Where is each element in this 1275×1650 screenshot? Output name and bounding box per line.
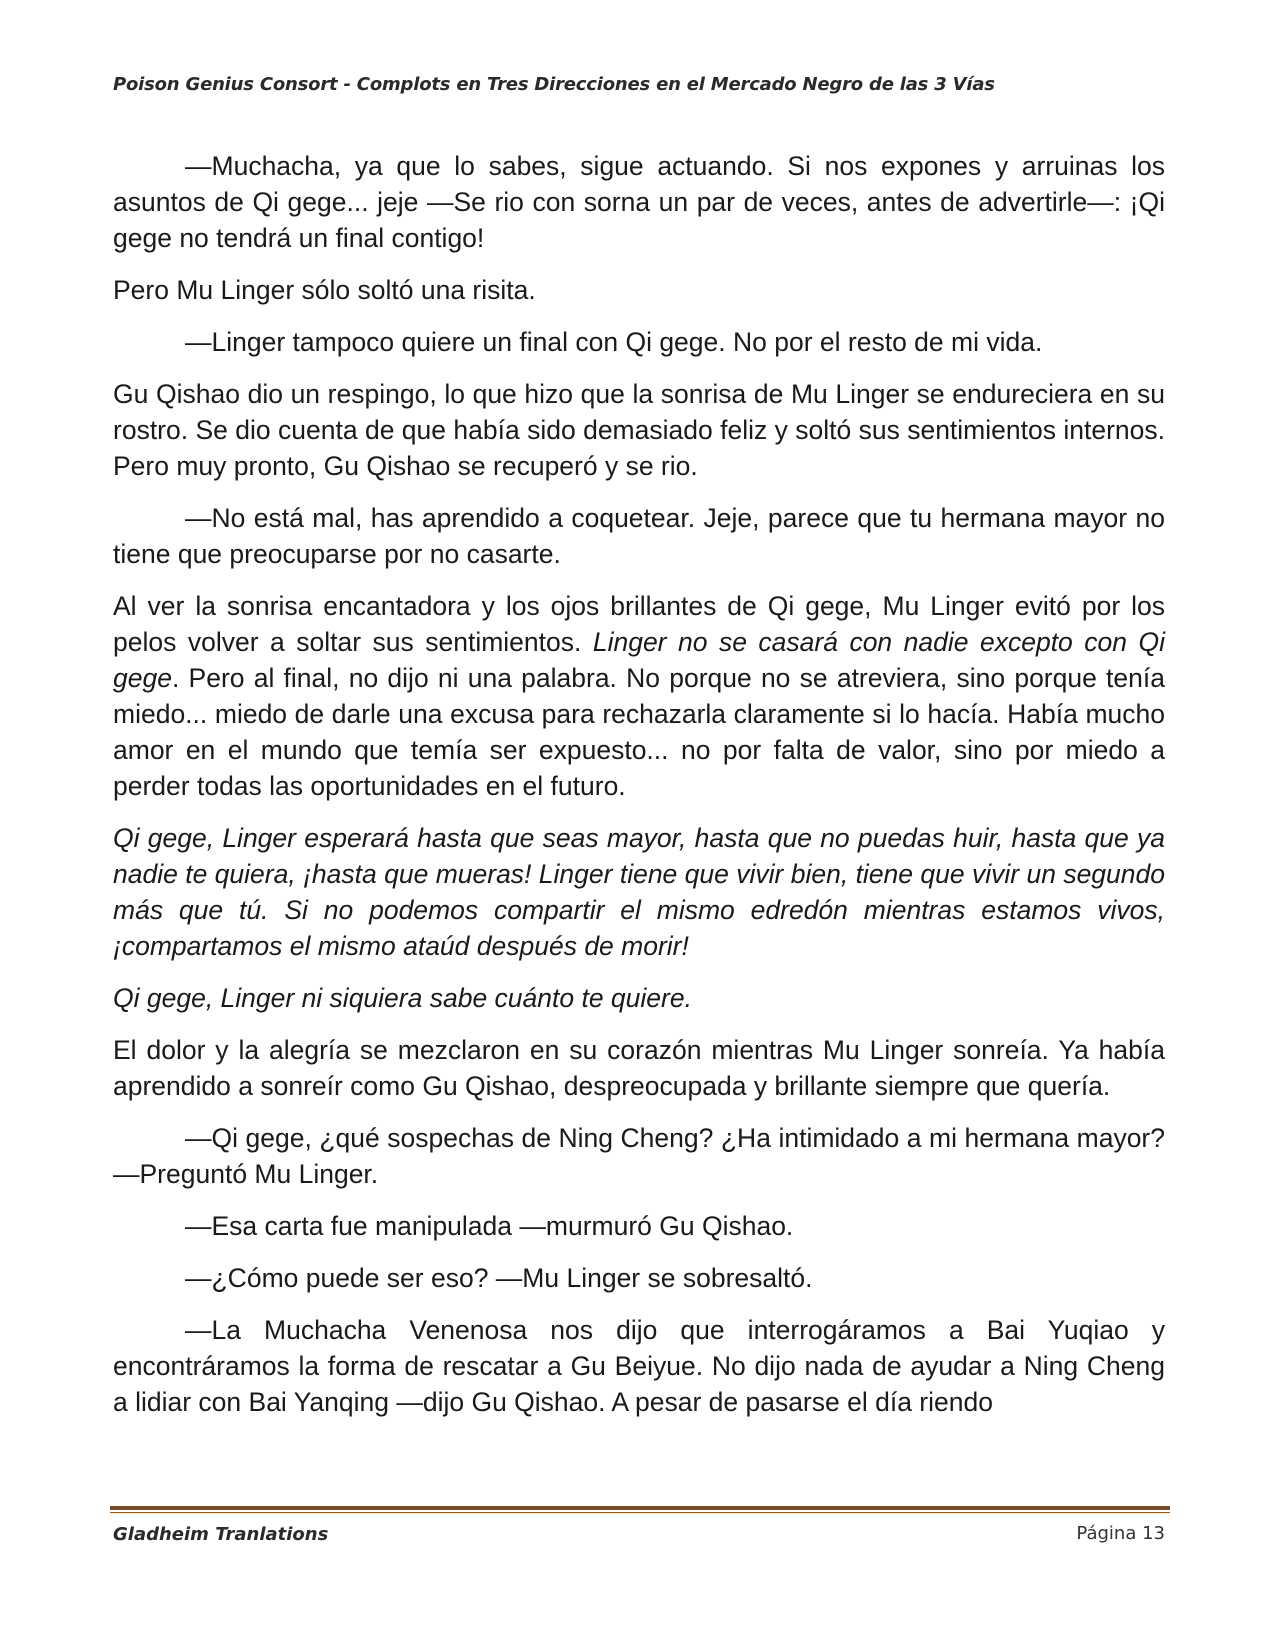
page-number xyxy=(1000,1523,1165,1544)
paragraph-text: —La Muchacha Venenosa nos dijo que interrogáramos a Bai Yuqiao y encontráramos la forma de rescatar a Gu Beiyue. No dijo nada de ayudar a Ning Cheng a lidiar con Bai Yanqing —dijo Gu Qishao. A pesar de pasarse el día riendo xyxy=(113,1315,1165,1417)
paragraph-text: Pero Mu Linger sólo soltó una risita. xyxy=(113,275,536,305)
page-number-value: 13 xyxy=(1142,1523,1165,1544)
paragraph-text: El dolor y la alegría se mezclaron en su corazón mientras Mu Linger sonreía. Ya había aprendido a sonreír como Gu Qishao, despreocupada y brillante siempre que quería. xyxy=(113,1035,1165,1101)
paragraph xyxy=(113,1312,1165,1420)
paragraph-text: —Linger tampoco quiere un final con Qi gege. No por el resto de mi vida. xyxy=(185,327,1043,357)
paragraph xyxy=(113,376,1165,484)
footer-credit: Gladheim Tranlations xyxy=(113,1524,329,1545)
paragraph xyxy=(113,1208,1165,1244)
paragraph-text: Al ver la sonrisa encantadora y los ojos brillantes de Qi gege, Mu Linger evitó por los pelos volver a soltar sus sentimientos. xyxy=(113,591,1165,657)
footer-rule xyxy=(110,1506,1170,1510)
paragraph-text: —No está mal, has aprendido a coquetear. Jeje, parece que tu hermana mayor no tiene que preocuparse por no casarte. xyxy=(113,503,1165,569)
paragraph xyxy=(113,500,1165,572)
paragraph xyxy=(113,1260,1165,1296)
paragraph-text: Qi gege, Linger esperará hasta que seas mayor, hasta que no puedas huir, hasta que ya nadie te quiera, ¡hasta que mueras! Linger tiene que vivir bien, tiene que vivir un segundo más que tú. Si no podemos compartir el mismo edredón mientras estamos vivos, ¡compartamos el mismo ataúd después de morir! xyxy=(113,823,1165,961)
paragraph xyxy=(113,1120,1165,1192)
paragraph-text: . Pero al final, no dijo ni una palabra. No porque no se atreviera, sino porque tenía miedo... miedo de darle una excusa para rechazarla claramente si lo hacía. Había mucho amor en el mundo que temía ser expuesto... no por falta de valor, sino por miedo a perder todas las oportunidades en el futuro. xyxy=(113,663,1165,801)
paragraph-text: —Esa carta fue manipulada —murmuró Gu Qishao. xyxy=(185,1211,794,1241)
page-label: Página xyxy=(1076,1523,1137,1544)
paragraph xyxy=(113,272,1165,308)
body-text xyxy=(113,148,1165,1436)
paragraph-text: —Muchacha, ya que lo sabes, sigue actuando. Si nos expones y arruinas los asuntos de Qi gege... jeje —Se rio con sorna un par de veces, antes de advertirle—: ¡Qi gege no tendrá un final contigo! xyxy=(113,151,1165,253)
paragraph-text: —¿Cómo puede ser eso? —Mu Linger se sobresaltó. xyxy=(185,1263,813,1293)
paragraph-text: Qi gege, Linger ni siquiera sabe cuánto te quiere. xyxy=(113,983,692,1013)
paragraph xyxy=(113,588,1165,804)
paragraph-text: Gu Qishao dio un respingo, lo que hizo que la sonrisa de Mu Linger se endureciera en su rostro. Se dio cuenta de que había sido demasiado feliz y soltó sus sentimientos internos. Pero muy pronto, Gu Qishao se recuperó y se rio. xyxy=(113,379,1165,481)
paragraph xyxy=(113,1032,1165,1104)
paragraph xyxy=(113,980,1165,1016)
footer-rule-thin xyxy=(110,1512,1170,1513)
italic-text: Linger no se casará con nadie excepto con Qi gege xyxy=(113,627,1165,693)
paragraph xyxy=(113,820,1165,964)
paragraph-text: —Qi gege, ¿qué sospechas de Ning Cheng? ¿Ha intimidado a mi hermana mayor? —Preguntó Mu Linger. xyxy=(113,1123,1165,1189)
page-header: Poison Genius Consort - Complots en Tres Direcciones en el Mercado Negro de las 3 Vías xyxy=(113,74,995,95)
paragraph xyxy=(113,148,1165,256)
paragraph xyxy=(113,324,1165,360)
